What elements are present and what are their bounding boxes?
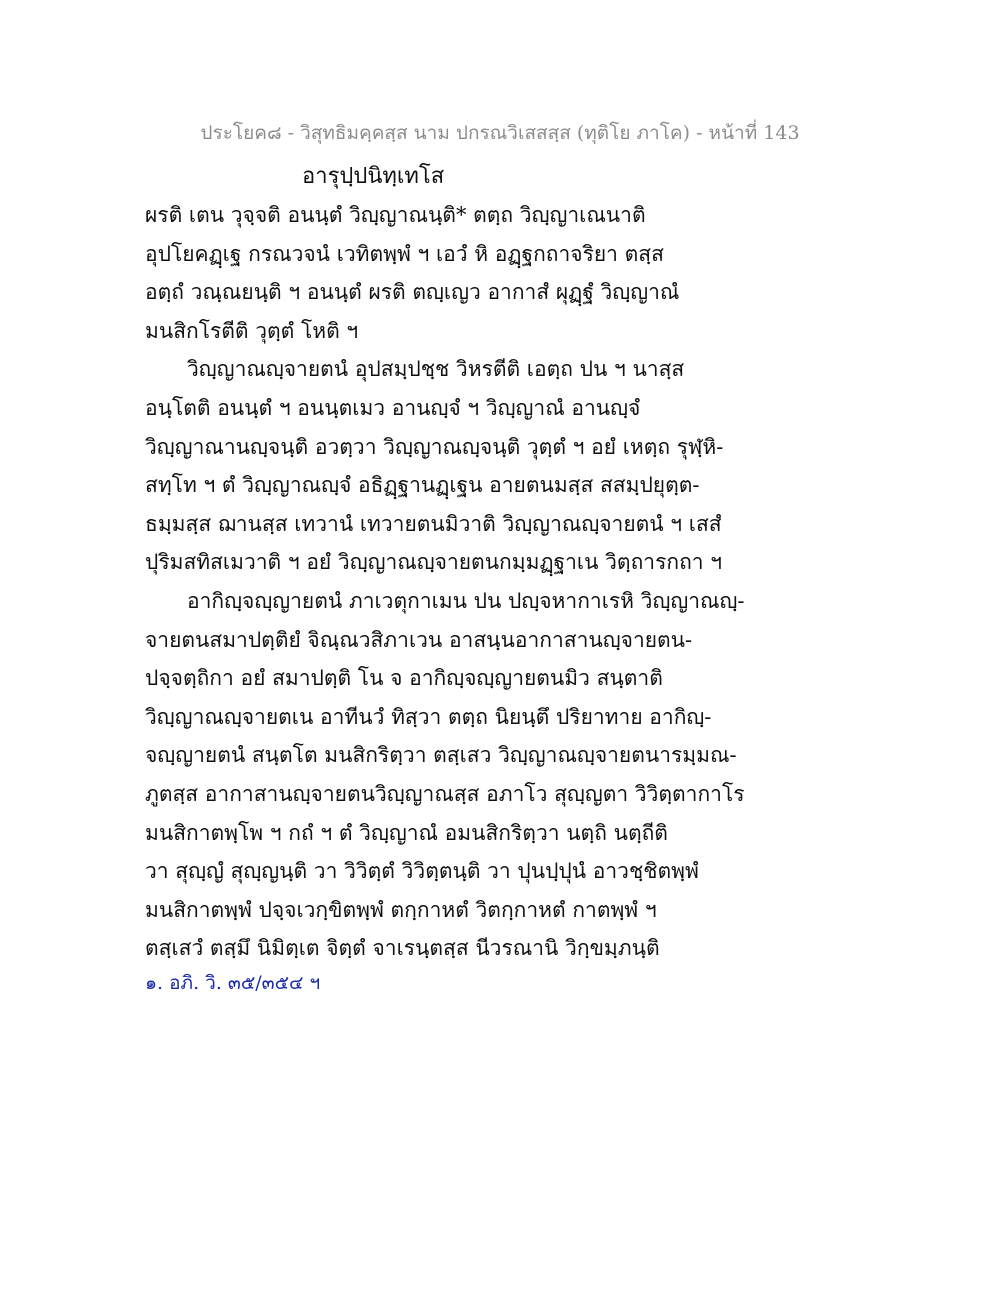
text-line: วิญฺญาณญฺจายตนํ อุปสมฺปชฺช วิหรตีติ เอตฺถ ปน ฯ นาสฺส: [187, 357, 685, 382]
section-heading: อารุปฺปนิทฺเทโส: [302, 164, 445, 189]
paragraph: [145, 196, 865, 350]
text-line: ผรติ เตน วุจฺจติ อนนฺตํ วิญฺญาณนฺติ* ตตฺถ วิญฺญาเณนาติ: [145, 203, 646, 227]
text-line: มนสิกาตพฺพํ ปจฺจเวกฺขิตพฺพํ ตกฺกาหตํ วิตกฺกาหตํ กาตพฺพํ ฯ: [145, 897, 657, 922]
body-text: [145, 196, 865, 968]
text-line: ปุริมสทิสเมวาติ ฯ อยํ วิญฺญาณญฺจายตนกมฺมฏฺฐาเน วิตฺถารกถา ฯ: [145, 550, 723, 575]
text-line: วา สุญฺญํ สุญฺญนฺติ วา วิวิตฺตํ วิวิตฺตนฺติ วา ปุนปฺปุนํ อาวชฺชิตพฺพํ: [145, 859, 699, 884]
footnote: ๑. อภิ. วิ. ๓๕/๓๕๔ ฯ: [145, 972, 321, 994]
text-line: ภูตสฺส อากาสานญฺจายตนวิญฺญาณสฺส อภาโว สุญฺญตา วิวิตฺตากาโร: [145, 781, 745, 806]
text-line: วิญฺญาณานญฺจนฺติ อวตฺวา วิญฺญาณญฺจนฺติ วุตฺตํ ฯ อยํ เหตฺถ รุฬฺหิ-: [145, 434, 724, 459]
text-line: อตฺถํ วณฺณยนฺติ ฯ อนนฺตํ ผรติ ตญฺเญว อากาสํ ผุฏฺฐํ วิญฺญาณํ: [145, 280, 680, 305]
text-line: สทฺโท ฯ ตํ วิญฺญาณญฺจํ อธิฏฺฐานฏฺเฐน อายตนมสฺส สสมฺปยุตฺต-: [145, 473, 700, 498]
paragraph: [145, 582, 865, 968]
text-line: จญฺญายตนํ สนฺตโต มนสิกริตฺวา ตสฺเสว วิญฺญาณญฺจายตนารมฺมณ-: [145, 743, 737, 768]
text-line: ธมฺมสฺส ฌานสฺส เทวานํ เทวายตนมิวาติ วิญฺญาณญฺจายตนํ ฯ เสสํ: [145, 511, 722, 536]
text-line: ปจฺจตฺถิกา อยํ สมาปตฺติ โน จ อากิญฺจญฺญายตนมิว สนฺตาติ: [145, 666, 663, 691]
running-header: ประโยค๘ - วิสุทธิมคฺคสฺส นาม ปกรณวิเสสสฺส (ทุติโย ภาโค) - หน้าที่ 143: [200, 122, 800, 144]
text-line: วิญฺญาณญฺจายตเน อาทีนวํ ทิสฺวา ตตฺถ นิยนฺตึ ปริยาทาย อากิญฺ-: [145, 704, 712, 729]
text-line: จายตนสมาปตฺติยํ จิณฺณวสิภาเวน อาสนฺนอากาสานญฺจายตน-: [145, 627, 693, 652]
text-line: อนฺโตติ อนนฺตํ ฯ อนนฺตเมว อานญฺจํ ฯ วิญฺญาณํ อานญฺจํ: [145, 395, 641, 420]
text-line: ตสฺเสวํ ตสฺมึ นิมิตฺเต จิตฺตํ จาเรนฺตสฺส นีวรณานิ วิกฺขมฺภนฺติ: [145, 936, 660, 961]
text-line: อุปโยคฏฺเฐ กรณวจนํ เวทิตพฺพํ ฯ เอวํ หิ อฏฺฐกถาจริยา ตสฺส: [145, 241, 664, 266]
text-line: มนสิกาตพฺโพ ฯ กถํ ฯ ตํ วิญฺญาณํ อมนสิกริตฺวา นตฺถิ นตฺถีติ: [145, 820, 668, 845]
text-line: อากิญฺจญฺญายตนํ ภาเวตุกาเมน ปน ปญฺจหากาเรหิ วิญฺญาณญฺ-: [187, 588, 745, 613]
paragraph: [145, 350, 865, 582]
text-line: มนสิกโรตีติ วุตฺตํ โหติ ฯ: [145, 318, 359, 343]
